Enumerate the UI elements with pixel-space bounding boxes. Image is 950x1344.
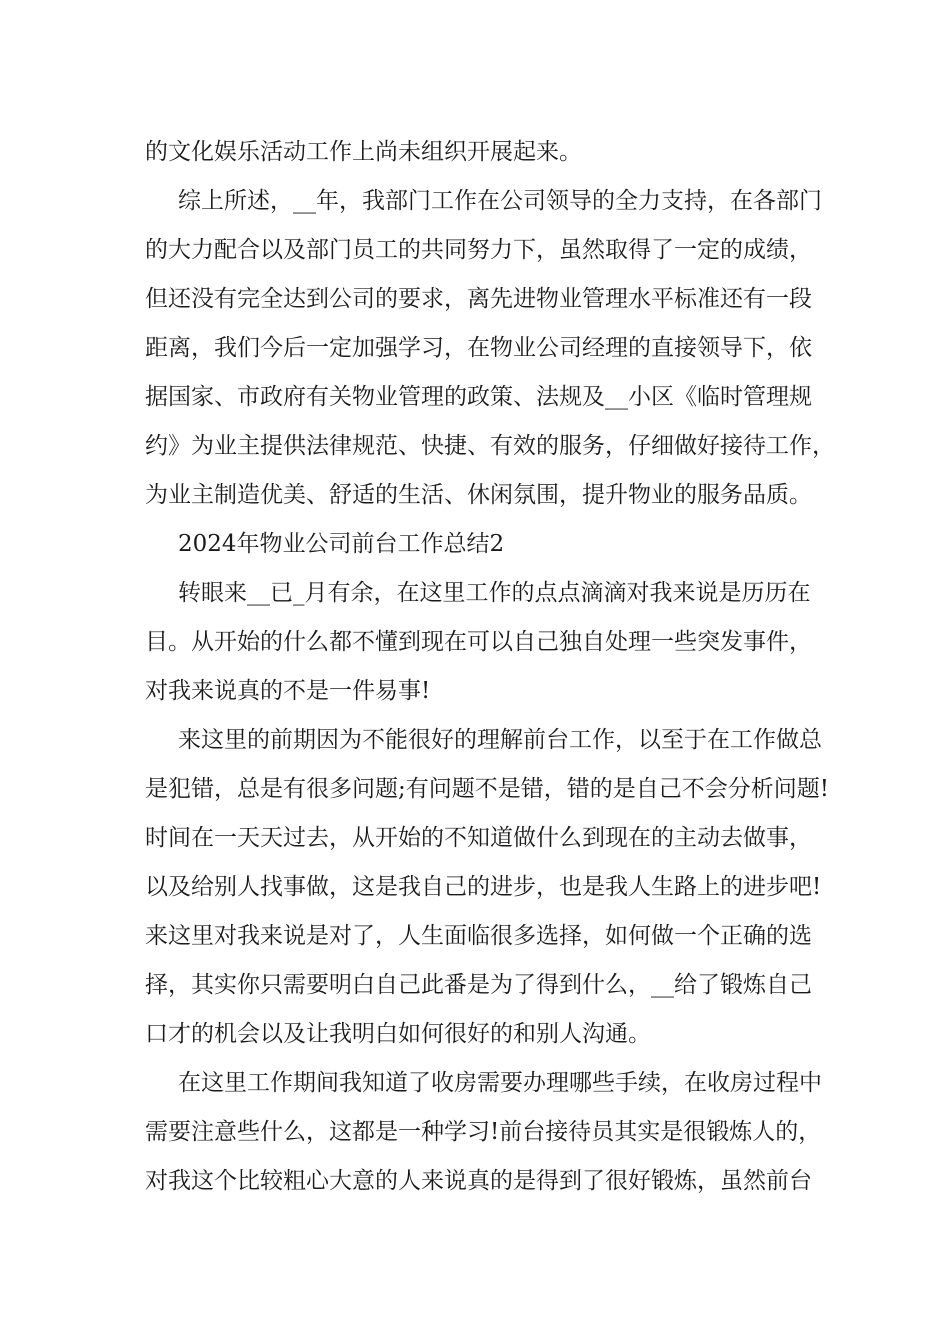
text-line: 转眼来__已_月有余，在这里工作的点点滴滴对我来说是历历在 — [178, 580, 811, 606]
text-line: 约》为业主提供法律规范、快捷、有效的服务，仔细做好接待工作， — [145, 433, 835, 459]
text-line: 在这里工作期间我知道了收房需要办理哪些手续，在收房过程中 — [178, 1070, 822, 1096]
text-line: 综上所述，__年，我部门工作在公司领导的全力支持，在各部门 — [178, 188, 822, 214]
text-line: 来这里对我来说是对了，人生面临很多选择，如何做一个正确的选 — [145, 923, 812, 949]
text-line: 目。从开始的什么都不懂到现在可以自己独自处理一些突发事件， — [145, 629, 812, 655]
text-line: 但还没有完全达到公司的要求，离先进物业管理水平标准还有一段 — [145, 286, 812, 312]
document-body — [145, 128, 835, 1206]
paragraph-5 — [145, 1059, 825, 1206]
section-heading — [145, 520, 825, 569]
text-line: 对我这个比较粗心大意的人来说真的是得到了很好锻炼，虽然前台 — [145, 1168, 812, 1194]
text-line: 择，其实你只需要明白自己此番是为了得到什么，__给了锻炼自己 — [145, 972, 812, 998]
text-line: 对我来说真的不是一件易事! — [145, 678, 431, 704]
text-line: 是犯错，总是有很多问题;有问题不是错，错的是自己不会分析问题! — [145, 776, 829, 802]
paragraph-4 — [145, 716, 829, 1059]
text-line: 口才的机会以及让我明白如何很好的和别人沟通。 — [145, 1021, 651, 1047]
paragraph-1 — [145, 128, 825, 177]
paragraph-3 — [145, 569, 825, 716]
text-line: 来这里的前期因为不能很好的理解前台工作，以至于在工作做总 — [178, 727, 822, 753]
heading-text: 2024年物业公司前台工作总结2 — [178, 531, 505, 557]
text-line: 时间在一天天过去，从开始的不知道做什么到现在的主动去做事， — [145, 825, 812, 851]
text-line: 据国家、市政府有关物业管理的政策、法规及__小区《临时管理规 — [145, 384, 812, 410]
text-line: 以及给别人找事做，这是我自己的进步，也是我人生路上的进步吧! — [145, 874, 822, 900]
text-line: 需要注意些什么，这都是一种学习!前台接待员其实是很锻炼人的， — [145, 1119, 822, 1145]
text-line: 的文化娱乐活动工作上尚未组织开展起来。 — [145, 139, 582, 165]
text-line: 的大力配合以及部门员工的共同努力下，虽然取得了一定的成绩， — [145, 237, 812, 263]
text-line: 距离，我们今后一定加强学习，在物业公司经理的直接领导下，依 — [145, 335, 812, 361]
text-line: 为业主制造优美、舒适的生活、休闲氛围，提升物业的服务品质。 — [145, 482, 812, 508]
paragraph-2 — [145, 177, 835, 520]
